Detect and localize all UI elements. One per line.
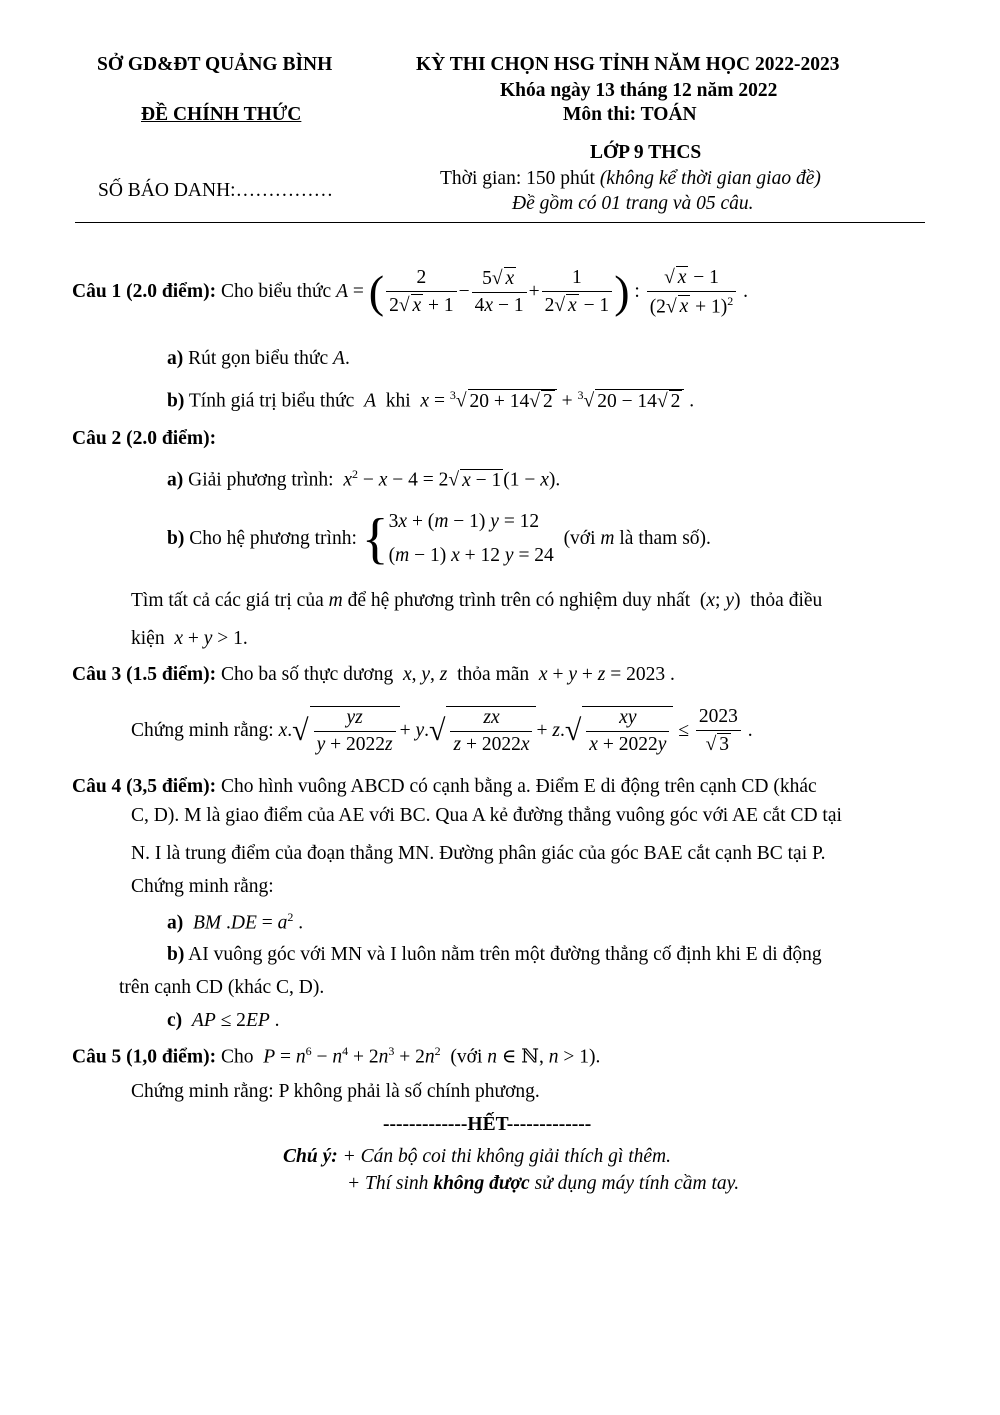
question-5-label: Câu 5 (1,0 điểm): [72,1046,217,1068]
question-1b-text: Tính giá trị biểu thức [188,390,355,412]
question-1a: a) Rút gọn biểu thức A. [167,348,350,369]
note-2-pre: + Thí sinh [347,1173,429,1194]
note-line-1 [283,1146,671,1168]
question-1-line: Câu 1 (2.0 điểm): Cho biểu thức A = ( $\frac{2}{2√ x + 1}$ − $\frac{5√ x}{4x - 1}$ + $\frac{1}{2√ x - 1}$ ) : $\frac{√ x - 1}{(2√ x + 1)^2}$ . [72,266,749,318]
exam-title: KỲ THI CHỌN HSG TỈNH NĂM HỌC 2022-2023 [416,54,840,75]
question-2b-cont-1: Tìm tất cả các giá trị của m để hệ phương trình trên có nghiệm duy nhất (x; y) thỏa điều [131,590,823,611]
question-4b-label: b) [167,944,185,965]
question-2b: b) Cho hệ phương trình: { 3x + (m − 1) y = 12 (m − 1) x + 12 y = 24 (với m là tham số). [167,503,711,575]
question-2b-text: Cho hệ phương trình: [189,528,357,549]
note-line-2 [347,1173,739,1195]
question-4c-label: c) [167,1010,183,1031]
time-note: (không kể thời gian giao đề) [599,168,821,189]
question-5-note-post: ). [589,1046,601,1068]
question-3-inequality: Chứng minh rằng: x . √ $\frac{yz}{y + 2022z}$ + y . √ $\frac{zx}{z + 2022x}$ + z . √ $\frac{xy}{x + 2022y}$ ≤ $\frac{2023}{√ 3}$ . [131,706,753,755]
question-2a: a) Giải phương trình: $x^2 - x - 4 = 2√$ x − 1 (1 − x). [167,467,561,491]
question-2b-note-post: là tham số). [619,528,711,549]
note-label: Chú ý: [283,1146,338,1167]
department-name: SỞ GD&ĐT QUẢNG BÌNH [97,54,333,75]
question-4-label: Câu 4 (3,5 điểm): [72,776,217,797]
question-4b-text-1: AI vuông góc với MN và I luôn nằm trên một đường thẳng cố định khi E di động [188,944,822,965]
pages-note: Đề gồm có 01 trang và 05 câu. [512,193,754,214]
question-2b-label: b) [167,528,185,549]
question-4b-line-2: trên cạnh CD (khác C, D). [119,977,325,998]
header-divider [75,222,925,223]
time-line [440,168,821,190]
question-2b-cont-2: kiện x + y > 1. [131,628,248,649]
end-marker: -------------HẾT------------- [383,1114,592,1135]
question-5-intro: Cho [220,1046,254,1068]
question-1a-text: Rút gọn biểu thức [188,348,329,369]
candidate-number: SỐ BÁO DANH:…………… [98,180,334,201]
question-2b-cont-pre: Tìm tất cả các giá trị của [131,590,324,611]
question-3-label: Câu 3 (1.5 điểm): [72,664,217,685]
question-2b-cont-post: thỏa điều [750,590,823,611]
question-2a-text: Giải phương trình: [188,469,334,491]
question-2-label: Câu 2 (2.0 điểm): [72,428,217,449]
time-label: Thời gian: 150 phút [440,168,595,189]
question-2b-cont-mid: để hệ phương trình trên có nghiệm duy nhất [347,590,691,611]
official-label: ĐỀ CHÍNH THỨC [141,104,302,125]
question-4-line-1 [72,776,817,798]
question-4-text-1: Cho hình vuông ABCD có cạnh bằng a. Điểm E di động trên cạnh CD (khác [220,776,817,797]
subject-label: Môn thi: TOÁN [563,104,697,125]
question-1b-when: khi [385,390,411,412]
question-3-prove: Chứng minh rằng: [131,720,274,741]
question-1-label: Câu 1 (2.0 điểm): [72,281,217,302]
question-4-line-3: N. I là trung điểm của đoạn thẳng MN. Đường phân giác của góc BAE cắt cạnh BC tại P. [131,843,826,864]
exam-date: Khóa ngày 13 tháng 12 năm 2022 [500,80,778,101]
question-2b-cont-2-text: kiện [131,628,165,649]
question-4-line-2: C, D). M là giao điểm của AE với BC. Qua A kẻ đường thẳng vuông góc với AE cắt CD tại [131,805,842,826]
question-3-mid: thỏa mãn [457,664,530,685]
question-4a: a) BM $.DE = a^2$ . [167,910,304,934]
question-3-intro: Cho ba số thực dương [220,664,394,685]
question-2a-label: a) [167,469,184,491]
question-2b-note-pre: (với [563,528,596,549]
question-1-intro: Cho biểu thức [220,281,332,302]
question-1b-label: b) [167,390,185,412]
question-1a-label: a) [167,348,184,369]
question-5-line: Câu 5 (1,0 điểm): Cho $P = n^6 - n^4 + 2n^3 + 2n^2$ (với n ∈ ℕ, n > 1). [72,1044,601,1068]
question-3-line: Câu 3 (1.5 điểm): Cho ba số thực dương x, y, z thỏa mãn x + y + z = 2023 . [72,664,675,685]
equation-system: 3x + (m − 1) y = 12 (m − 1) x + 12 y = 24 [388,511,554,566]
question-5-prove: Chứng minh rằng: P không phải là số chính phương. [131,1081,540,1102]
question-4b-line-1 [167,944,822,966]
question-5-note-pre: (với [450,1046,483,1068]
question-4a-label: a) [167,912,184,934]
note-2-post: sử dụng máy tính cầm tay. [534,1173,740,1194]
note-2-bold: không được [433,1173,530,1194]
note-1: + Cán bộ coi thi không giải thích gì thêm. [342,1146,671,1167]
grade-label: LỚP 9 THCS [590,142,702,163]
question-1b: b) Tính giá trị biểu thức A khi x = $^3$√ 20 + 14√ 2 + $^3$√ 20 − 14√ 2 . [167,388,695,412]
question-4c: c) AP ≤ 2EP . [167,1010,280,1031]
question-4-line-4: Chứng minh rằng: [131,876,274,897]
expression-a: A [336,281,348,302]
